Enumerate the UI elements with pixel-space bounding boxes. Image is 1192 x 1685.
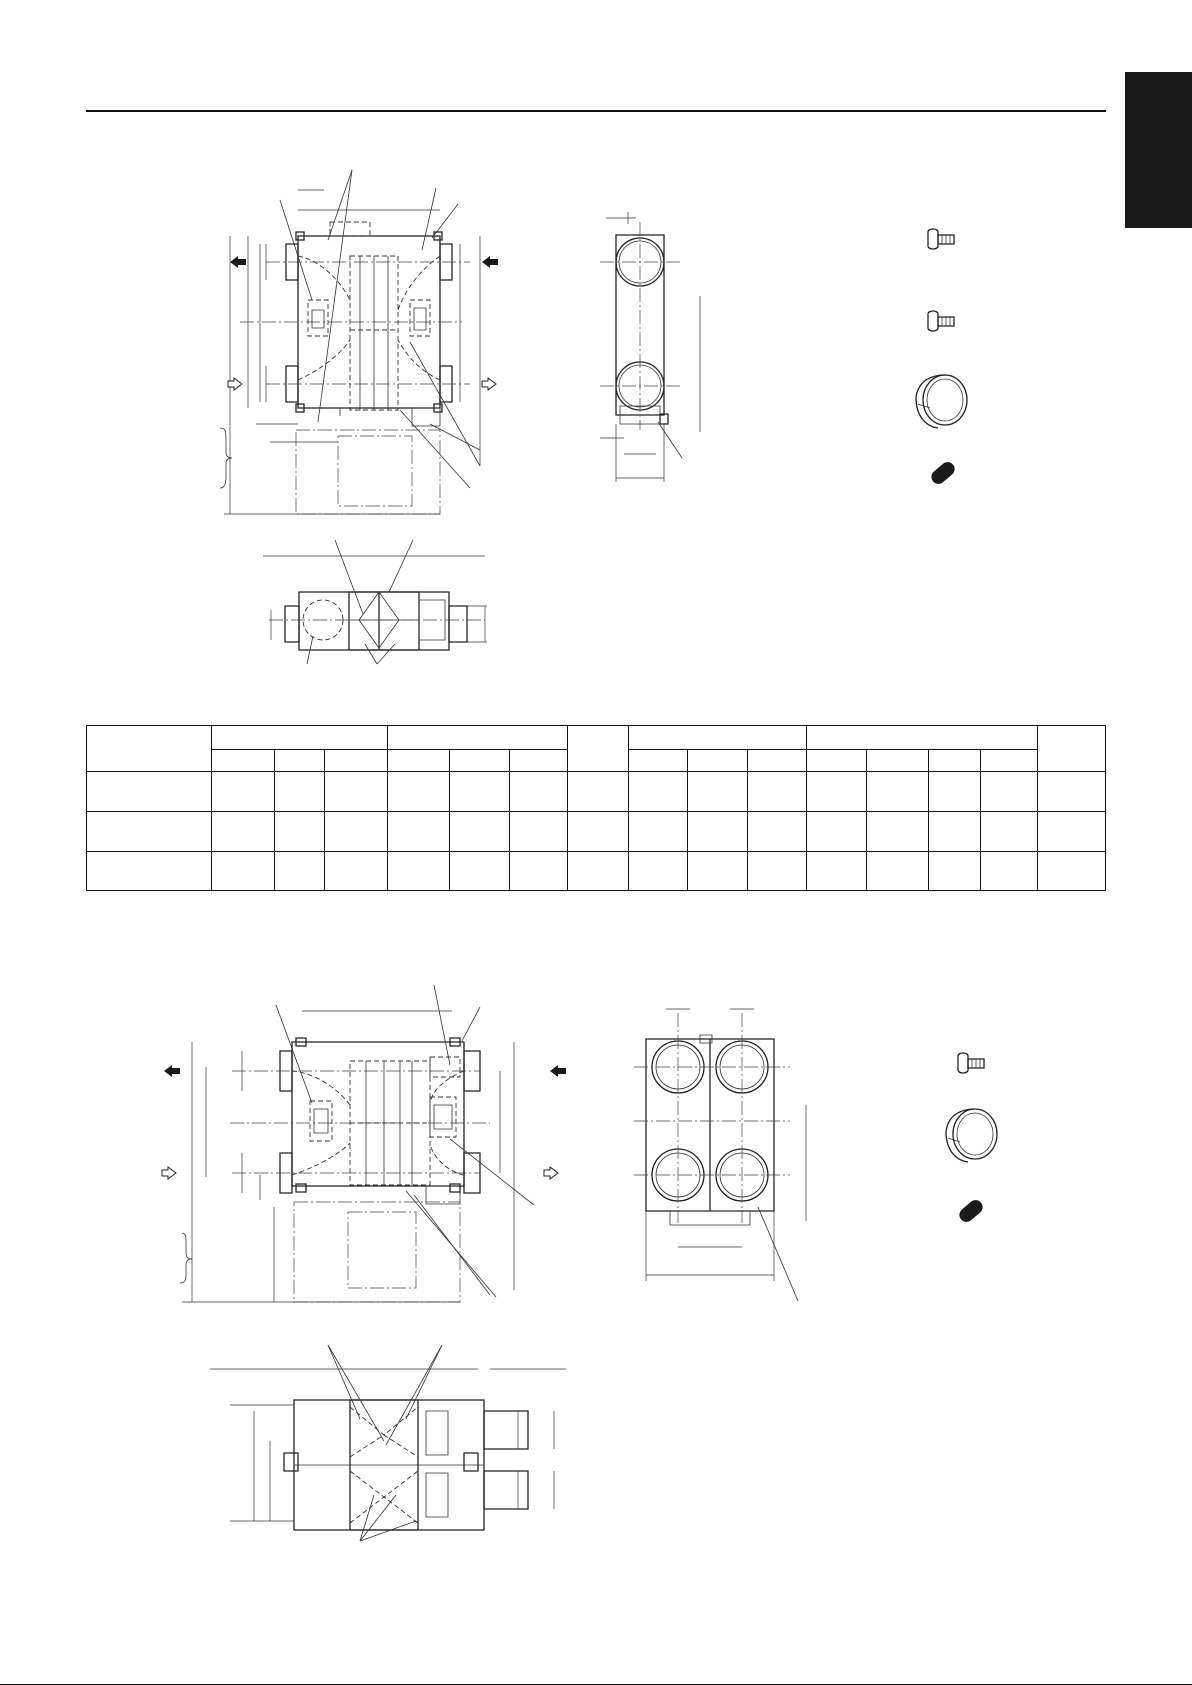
duct-flange-icon xyxy=(910,372,972,432)
table-cell xyxy=(747,852,806,891)
table-cell xyxy=(568,772,628,812)
table-header-cell xyxy=(212,726,388,750)
table-header-cell xyxy=(450,750,510,772)
table-cell xyxy=(807,852,867,891)
bushing-icon xyxy=(926,456,960,490)
table-header-cell xyxy=(212,750,274,772)
table-header-cell xyxy=(628,750,687,772)
table-cell xyxy=(980,812,1037,852)
table-header-cell xyxy=(87,726,212,772)
table-cell xyxy=(628,852,687,891)
table-cell xyxy=(212,772,274,812)
table-cell xyxy=(450,772,510,812)
table-cell xyxy=(867,852,929,891)
table-cell xyxy=(1037,772,1105,812)
table-header-cell xyxy=(628,726,807,750)
table-header-cell xyxy=(980,750,1037,772)
spec-table xyxy=(86,725,1106,891)
table-cell xyxy=(387,852,449,891)
table-cell xyxy=(687,772,747,812)
table-header-cell xyxy=(807,726,1038,750)
table-cell xyxy=(324,812,387,852)
table-header-cell xyxy=(807,750,867,772)
table-cell xyxy=(929,772,980,812)
unit2-end-view xyxy=(630,995,830,1305)
table-cell xyxy=(747,812,806,852)
table-cell xyxy=(450,852,510,891)
table-cell xyxy=(387,812,449,852)
table-cell xyxy=(568,852,628,891)
unit2-top-view xyxy=(150,985,570,1315)
table-cell xyxy=(1037,812,1105,852)
unit-top-view xyxy=(200,160,500,520)
table-cell xyxy=(450,812,510,852)
table-row xyxy=(87,852,1106,891)
table-cell xyxy=(628,812,687,852)
table-header-cell xyxy=(929,750,980,772)
table-cell xyxy=(929,812,980,852)
table-cell xyxy=(274,812,324,852)
table-header-cell xyxy=(387,750,449,772)
header-rule xyxy=(86,110,1106,112)
table-header-cell xyxy=(324,750,387,772)
table-cell xyxy=(274,852,324,891)
table-header-cell xyxy=(274,750,324,772)
table-cell xyxy=(568,812,628,852)
section-tab xyxy=(1125,72,1192,228)
table-cell xyxy=(747,772,806,812)
table-cell xyxy=(324,852,387,891)
table-cell xyxy=(807,772,867,812)
table-header-cell xyxy=(568,726,628,772)
table-row xyxy=(87,812,1106,852)
table-cell xyxy=(87,852,212,891)
table-cell xyxy=(867,772,929,812)
table-cell xyxy=(687,812,747,852)
table-cell xyxy=(510,852,568,891)
duct-flange-icon xyxy=(940,1106,1002,1166)
unit-end-view xyxy=(590,210,730,500)
table-header-cell xyxy=(510,750,568,772)
table-row xyxy=(87,772,1106,812)
table-cell xyxy=(212,852,274,891)
table-cell xyxy=(628,772,687,812)
table-cell xyxy=(87,772,212,812)
table-cell xyxy=(980,772,1037,812)
table-cell xyxy=(867,812,929,852)
table-cell xyxy=(387,772,449,812)
table-cell xyxy=(87,812,212,852)
table-cell xyxy=(212,812,274,852)
unit2-front-view xyxy=(210,1345,570,1545)
table-header-row xyxy=(87,726,1106,750)
screw-icon xyxy=(954,1050,990,1078)
table-header-cell xyxy=(387,726,568,750)
table-header-cell xyxy=(1037,726,1105,772)
bushing-icon xyxy=(954,1194,988,1228)
table-cell xyxy=(274,772,324,812)
table-cell xyxy=(929,852,980,891)
table-cell xyxy=(687,852,747,891)
unit-front-view xyxy=(255,540,505,670)
table-cell xyxy=(980,852,1037,891)
table-cell xyxy=(510,812,568,852)
table-cell xyxy=(807,812,867,852)
table-cell xyxy=(324,772,387,812)
screw-icon xyxy=(924,226,960,254)
table-cell xyxy=(1037,852,1105,891)
table-header-cell xyxy=(867,750,929,772)
table-header-cell xyxy=(687,750,747,772)
screw-icon xyxy=(924,308,960,336)
table-cell xyxy=(510,772,568,812)
table-header-cell xyxy=(747,750,806,772)
